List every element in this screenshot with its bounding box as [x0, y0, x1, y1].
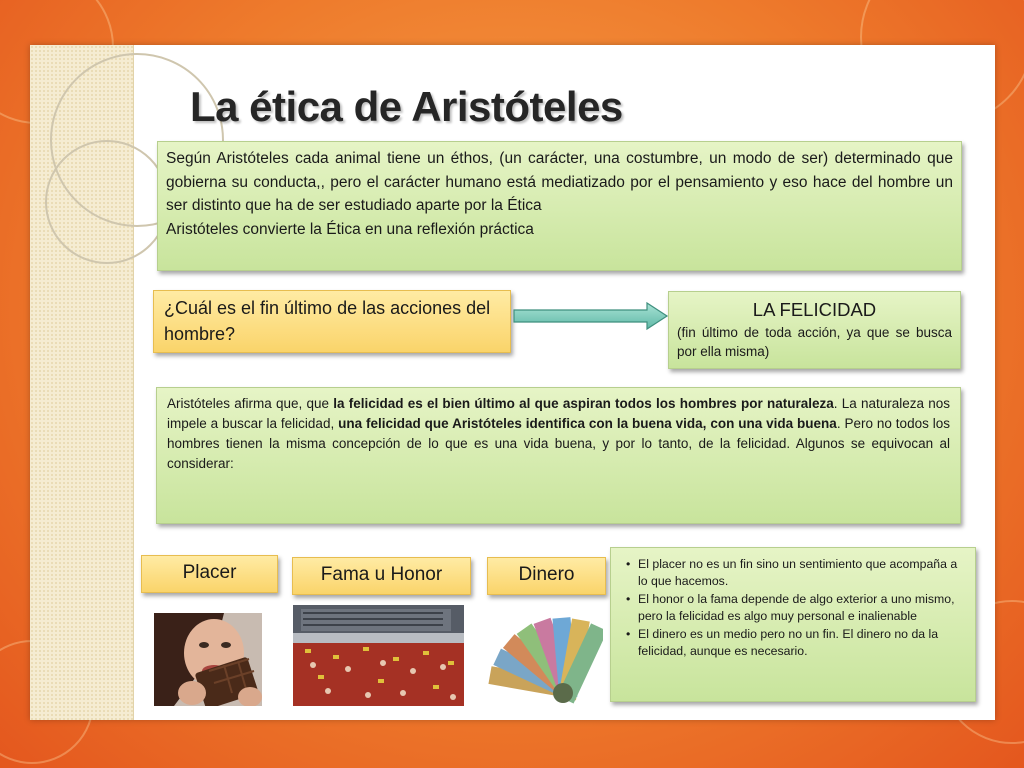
- answer-box: [668, 291, 961, 369]
- argument-text: Aristóteles afirma que, que la felicidad es el bien último al que aspiran todos los hombres por naturaleza. La naturaleza nos impele a buscar la felicidad, una felicidad que Aristóteles identifica con la buena vida, con una vida buena. Pero no todos los hombres tienen la misma concepción de lo que es una vida buena, y por lo tanto, de la felicidad. Algunos se equivocan al considerar:: [167, 396, 950, 471]
- answer-title: LA FELICIDAD: [752, 299, 877, 320]
- argument-bold-2: una felicidad que Aristóteles identifica con la buena vida, con una vida buena: [338, 416, 837, 431]
- slide: [30, 45, 995, 720]
- option-dinero: Dinero: [487, 557, 606, 595]
- photo-fama: [293, 605, 464, 706]
- question-box: [153, 290, 511, 353]
- argument-box: [156, 387, 961, 524]
- argument-bold-1: la felicidad es el bien último al que aspiran todos los hombres por naturaleza: [333, 396, 834, 411]
- intro-box: [157, 141, 962, 271]
- answer-subtitle: (fin último de toda acción, ya que se busca por ella misma): [677, 325, 952, 359]
- consequence-item-honor: • El honor o la fama depende de algo exterior a uno mismo, pero la felicidad es algo muy personal e inalienable: [638, 591, 967, 626]
- slide-title: La ética de Aristóteles: [190, 83, 623, 130]
- consequence-item-dinero: • El dinero es un medio pero no un fin. El dinero no da la felicidad, aunque es necesario.: [638, 626, 967, 661]
- decorative-ring: [45, 140, 169, 264]
- consequence-item-placer: • El placer no es un fin sino un sentimiento que acompaña a lo que hacemos.: [638, 556, 967, 591]
- consequences-list: [625, 556, 967, 660]
- consequences-box: [610, 547, 976, 702]
- intro-conclusion: Aristóteles convierte la Ética en una reflexión práctica: [166, 220, 534, 238]
- photo-placer: [154, 613, 262, 706]
- arrow-right-icon: [513, 301, 669, 331]
- photo-dinero: [485, 605, 603, 708]
- option-fama: Fama u Honor: [292, 557, 471, 595]
- option-placer: Placer: [141, 555, 278, 593]
- question-text: ¿Cuál es el fin último de las acciones del hombre?: [164, 298, 491, 344]
- intro-text: Según Aristóteles cada animal tiene un éthos, (un carácter, una costumbre, un modo de ser) determinado que gobierna su conducta,, pero el carácter humano está mediatizado por el pensamiento y eso hace del hombre un ser distinto que ha de ser estudiado aparte por la Ética: [166, 150, 953, 214]
